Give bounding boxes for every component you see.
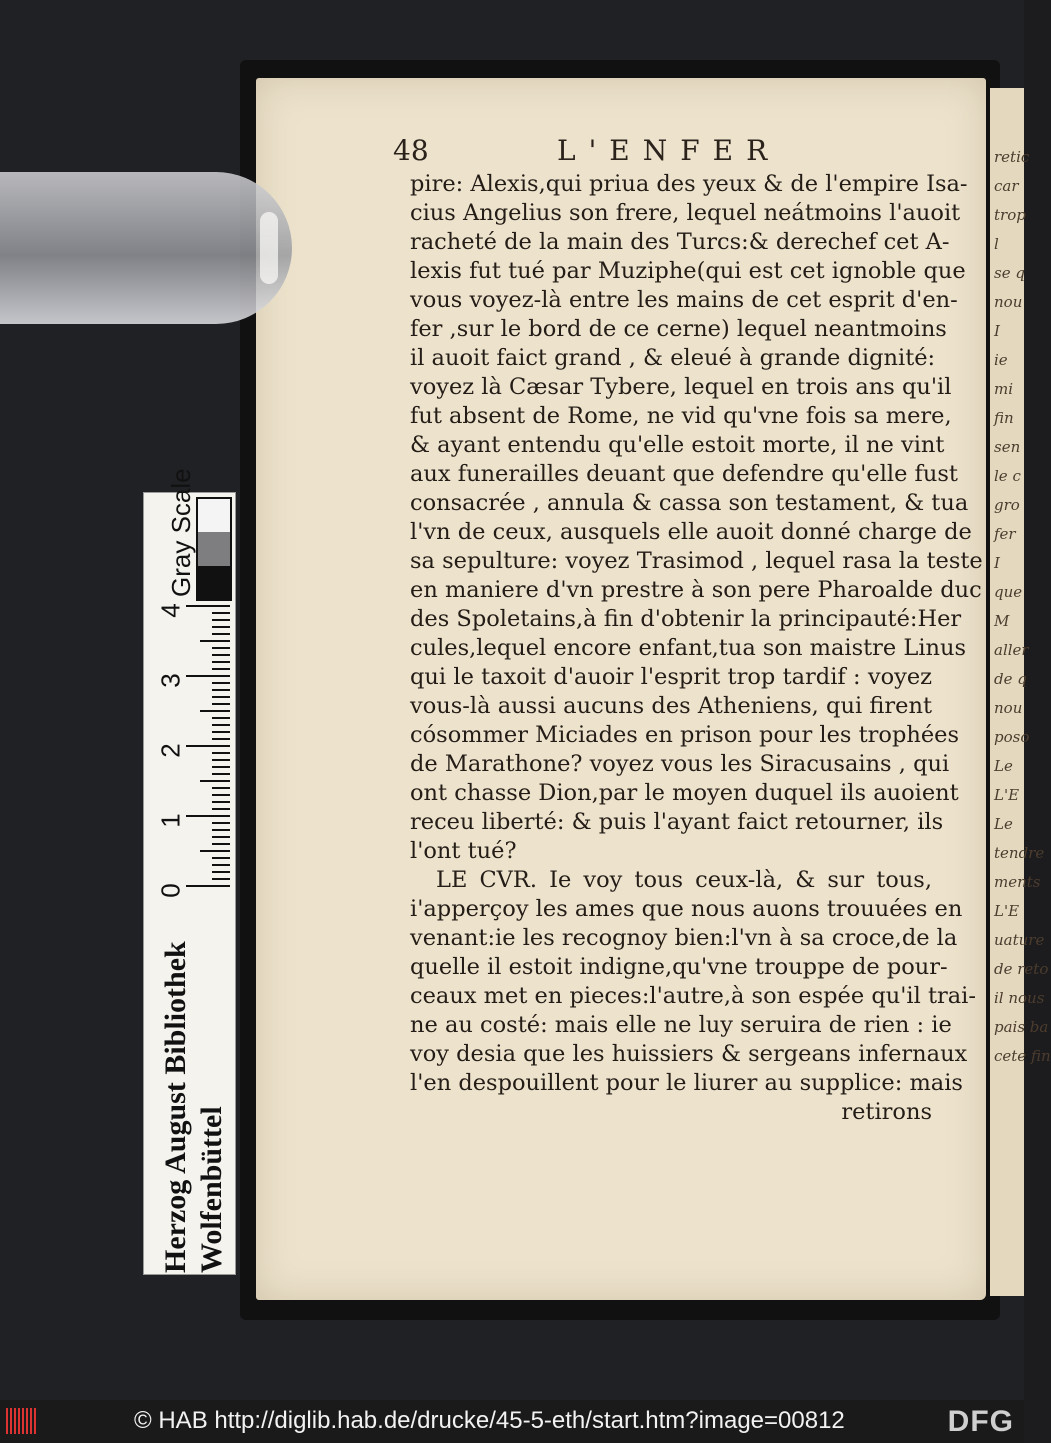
ruler-tick <box>212 682 230 684</box>
ruler-number: 1 <box>155 813 186 828</box>
ruler-tick <box>212 857 230 859</box>
ruler-tick <box>212 864 230 866</box>
text-line: il auoit faict grand , & eleué à grande dignité: <box>410 345 936 371</box>
text-line: vous voyez-là entre les mains de cet esprit d'en- <box>410 287 958 313</box>
text-line: sa sepulture: voyez Trasimod , lequel rasa la teste <box>410 548 983 574</box>
facing-page-fragment: I <box>994 554 1000 572</box>
page-header <box>393 134 933 174</box>
ruler-tick <box>212 878 230 880</box>
ruler-tick <box>186 605 230 607</box>
ruler-tick <box>212 647 230 649</box>
facing-page-fragment: le c <box>994 467 1021 485</box>
text-line: fut absent de Rome, ne vid qu'vne fois sa mere, <box>410 403 952 429</box>
facing-page-fragment: M <box>994 612 1010 630</box>
ruler-tick <box>212 843 230 845</box>
ruler-tick <box>212 787 230 789</box>
ruler-tick <box>200 710 230 712</box>
ruler-tick <box>212 752 230 754</box>
facing-page-fragment: mi <box>994 380 1014 398</box>
facing-page-fragment: retic <box>994 148 1030 166</box>
ruler-tick <box>212 633 230 635</box>
text-line: quelle il estoit indigne,qu'vne trouppe de pour- <box>410 954 948 980</box>
ruler-tick <box>200 780 230 782</box>
gray-swatch <box>198 532 230 565</box>
ruler-tick <box>212 738 230 740</box>
facing-page-fragment: L'E <box>994 786 1020 804</box>
facing-page-fragment: pais ba <box>994 1018 1049 1036</box>
facing-page-fragment: l <box>994 235 999 253</box>
text-line: de Marathone? voyez vous les Siracusains , qui <box>410 751 950 777</box>
text-line: voyez là Cæsar Tybere, lequel en trois ans qu'il <box>410 374 952 400</box>
facing-page-fragment: que <box>994 583 1023 601</box>
text-line: i'apperçoy les ames que nous auons trouuées en <box>410 896 963 922</box>
ruler-tick <box>212 626 230 628</box>
ruler-tick <box>212 773 230 775</box>
institution-line-1: Herzog August Bibliothek <box>159 941 192 1273</box>
page-number: 48 <box>393 134 429 167</box>
facing-page-fragment: L'E <box>994 902 1020 920</box>
facing-page-fragment: nou <box>994 699 1023 717</box>
facing-page-fragment: tendre <box>994 844 1045 862</box>
text-line: fer ,sur le bord de ce cerne) lequel neantmoins <box>410 316 947 342</box>
copyright-url[interactable]: © HAB http://diglib.hab.de/drucke/45-5-eth/start.htm?image=00812 <box>134 1407 845 1434</box>
facing-page-fragment: ie <box>994 351 1008 369</box>
gray-swatch <box>198 566 230 599</box>
text-line: ceaux met en pieces:l'autre,à son espée qu'il trai- <box>410 983 976 1009</box>
ruler-tick <box>212 871 230 873</box>
ruler-number: 4 <box>155 603 186 618</box>
facing-page-fragment: uature <box>994 931 1045 949</box>
text-line: receu liberté: & puis l'ayant faict retourner, ils <box>410 809 944 835</box>
ruler-tick <box>186 885 230 887</box>
color-calibration-target <box>143 468 236 1275</box>
ruler-tick <box>212 808 230 810</box>
ruler-tick <box>212 836 230 838</box>
facing-page-fragment: aller <box>994 641 1029 659</box>
text-line: des Spoletains,à fin d'obtenir la principauté:Her <box>410 606 962 632</box>
ruler-number: 0 <box>155 883 186 898</box>
ruler-tick <box>186 745 230 747</box>
ruler-tick <box>212 829 230 831</box>
dfg-logo: DFG <box>947 1405 1014 1438</box>
ruler-tick <box>212 801 230 803</box>
text-line: racheté de la main des Turcs:& derechef cet A- <box>410 229 950 255</box>
facing-page-fragment: sen <box>994 438 1021 456</box>
ruler-tick <box>212 696 230 698</box>
text-line: venant:ie les recognoy bien:l'vn à sa croce,de la <box>410 925 958 951</box>
facing-page-edge <box>990 88 1051 1296</box>
library-logo-icon <box>6 1408 46 1434</box>
facing-page-fragment: poso <box>994 728 1030 746</box>
facing-page-fragment: trop <box>994 206 1026 224</box>
facing-page-fragment: ments <box>994 873 1041 891</box>
ruler-tick <box>212 759 230 761</box>
ruler-tick <box>186 675 230 677</box>
text-line: cósommer Miciades en prison pour les trophées <box>410 722 960 748</box>
gray-swatches <box>196 497 232 601</box>
ruler-tick <box>212 766 230 768</box>
ruler-tick <box>212 794 230 796</box>
ruler-tick <box>212 717 230 719</box>
text-line: cius Angelius son frere, lequel neátmoins l'auoit <box>410 200 961 226</box>
text-line: & ayant entendu qu'elle estoit morte, il ne vint <box>410 432 945 458</box>
facing-page-fragment: de q <box>994 670 1027 688</box>
text-line: pire: Alexis,qui priua des yeux & de l'empire Isa- <box>410 171 968 197</box>
text-line: vous-là aussi aucuns des Atheniens, qui firent <box>410 693 932 719</box>
facing-page-fragment: il nous <box>994 989 1045 1007</box>
text-line: voy desia que les huissiers & sergeans infernaux <box>410 1041 968 1067</box>
institution-name <box>158 941 230 1273</box>
facing-page-fragment: nou <box>994 293 1023 311</box>
facing-page-fragment: cete fin <box>994 1047 1051 1065</box>
text-line: l'en despouillent pour le liurer au supplice: mais <box>410 1070 963 1096</box>
facing-page-fragment: se q <box>994 264 1025 282</box>
ruler-tick <box>212 822 230 824</box>
text-line: LE CVR. Ie voy tous ceux-là, & sur tous, <box>436 867 932 893</box>
gray-swatch <box>198 499 230 532</box>
text-line: consacrée , annula & cassa son testament, & tua <box>410 490 969 516</box>
ruler-tick <box>186 815 230 817</box>
ruler-tick <box>212 654 230 656</box>
centimeter-ruler <box>150 603 230 898</box>
ruler-tick <box>212 724 230 726</box>
text-line: l'ont tué? <box>410 838 517 864</box>
text-line: lexis fut tué par Muziphe(qui est cet ignoble que <box>410 258 966 284</box>
ruler-tick <box>200 850 230 852</box>
facing-page-fragment: Le <box>994 757 1013 775</box>
text-line: l'vn de ceux, ausquels elle auoit donné charge de <box>410 519 972 545</box>
ruler-tick <box>212 703 230 705</box>
facing-page-fragment: fer <box>994 525 1016 543</box>
text-line: ont chasse Dion,par le moyen duquel ils auoient <box>410 780 959 806</box>
ruler-tick <box>212 689 230 691</box>
text-line: qui le taxoit d'auoir l'esprit trop tardif : voyez <box>410 664 932 690</box>
ruler-tick <box>200 640 230 642</box>
facing-page-fragment: gro <box>994 496 1020 514</box>
ruler-tick <box>212 668 230 670</box>
facing-page-fragment: de reto <box>994 960 1049 978</box>
ruler-tick <box>212 661 230 663</box>
gray-scale-label: Gray Scale <box>166 468 196 597</box>
facing-page-fragment: Le <box>994 815 1013 833</box>
ruler-tick <box>212 619 230 621</box>
text-line: cules,lequel encore enfant,tua son maistre Linus <box>410 635 967 661</box>
page-clamp <box>0 172 292 324</box>
page-body-text <box>410 170 983 1127</box>
running-head: L'ENFER <box>557 134 781 167</box>
ruler-tick <box>212 612 230 614</box>
institution-line-2: Wolfenbüttel <box>195 1106 228 1273</box>
ruler-number: 3 <box>155 673 186 688</box>
facing-page-fragment: fin <box>994 409 1014 427</box>
text-line: aux funerailles deuant que defendre qu'elle fust <box>410 461 958 487</box>
text-line: retirons <box>841 1099 932 1125</box>
text-line: ne au costé: mais elle ne luy seruira de rien : ie <box>410 1012 952 1038</box>
facing-page-fragment: car <box>994 177 1019 195</box>
footer-bar <box>0 1400 1024 1443</box>
ruler-tick <box>212 731 230 733</box>
text-line: en maniere d'vn prestre à son pere Pharoalde duc <box>410 577 982 603</box>
facing-page-fragment: I <box>994 322 1000 340</box>
ruler-number: 2 <box>155 743 186 758</box>
